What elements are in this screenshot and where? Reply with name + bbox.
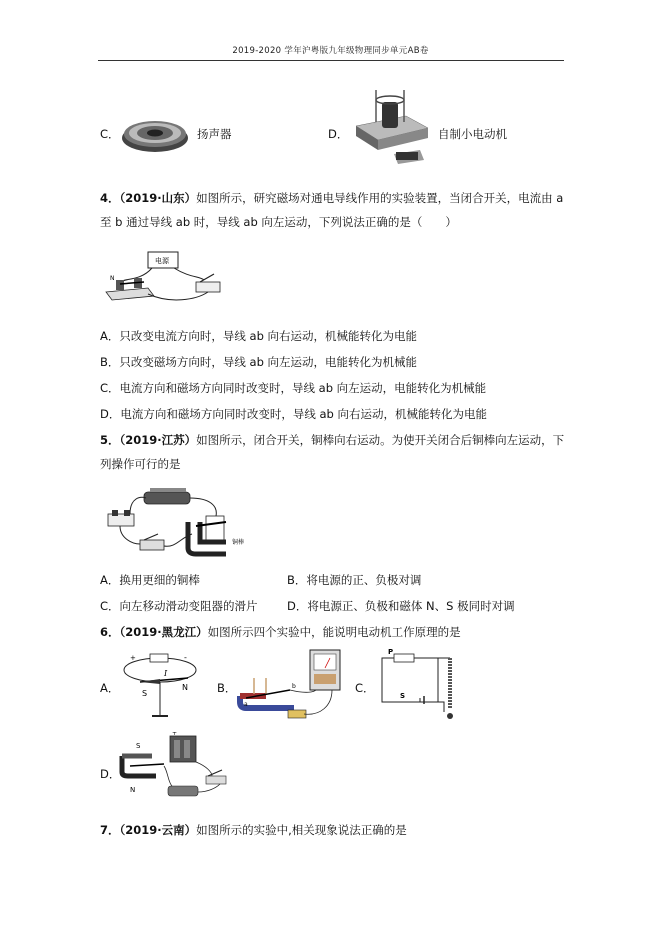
q5-number: 5． (100, 433, 120, 447)
q5-source: （2019·江苏） (119, 433, 197, 447)
q4-option-b: B．只改变磁场方向时，导线 ab 向左运动，电能转化为机械能 (100, 355, 418, 369)
q4-stem-1: 如图所示，研究磁场对通电导线作用的实验装置，当闭合开关，电流由 a (196, 191, 564, 205)
q6b-label-b: b (292, 683, 296, 690)
q5-option-c: C．向左移动滑动变阻器的滑片 (100, 599, 258, 613)
homemade-motor-image (346, 86, 436, 172)
q7-number: 7． (100, 823, 120, 837)
q6-stem: 如图所示四个实验中，能说明电动机工作原理的是 (207, 625, 461, 639)
q4-option-c: C．电流方向和磁场方向同时改变时，导线 ab 向左运动，电能转化为机械能 (100, 381, 487, 395)
q4-fig-label-power: 电源 (155, 257, 169, 265)
q7-line1 (100, 822, 407, 838)
q3-option-c-text: 扬声器 (197, 127, 232, 141)
q6c-label-p: P (388, 648, 394, 656)
q6d-label-s: S (136, 742, 141, 750)
q6a-label-n: N (182, 683, 188, 692)
q5-option-d: D．将电源正、负极和磁体 N、S 极同时对调 (287, 599, 515, 613)
q5-stem-1: 如图所示，闭合开关，铜棒向右运动。为使开关闭合后铜棒向左运动，下 (196, 433, 565, 447)
q6-figure-a (120, 646, 206, 722)
q5-stem-2: 列操作可行的是 (100, 457, 181, 471)
q5-option-a: A．换用更细的铜棒 (100, 573, 200, 587)
q4-number: 4． (100, 191, 120, 205)
q6-figure-b (236, 646, 348, 722)
q5-fig-label-rod: 铜棒 (232, 539, 245, 546)
q3-option-d-text: 自制小电动机 (438, 127, 507, 141)
svg-text:-: - (184, 653, 187, 662)
header-rule (98, 60, 564, 61)
q4-line1 (100, 190, 563, 206)
q6-option-a-label: A． (100, 681, 120, 695)
page-header: 2019-2020 学年沪粤版九年级物理同步单元AB卷 (232, 46, 429, 56)
q6-line1 (100, 624, 461, 640)
q4-option-d: D．电流方向和磁场方向同时改变时，导线 ab 向右运动，机械能转化为电能 (100, 407, 488, 421)
q5-option-b: B．将电源的正、负极对调 (287, 573, 422, 587)
q6-figure-c (374, 642, 474, 722)
q6a-label-i: I (164, 669, 168, 678)
q6b-label-a: a (244, 701, 248, 708)
q4-figure (100, 248, 240, 308)
q4-stem-2: 至 b 通过导线 ab 时，导线 ab 向左运动，下列说法正确的是（ ） (100, 215, 457, 229)
q3-option-c-label: C． (100, 127, 120, 141)
q3-option-d-label: D． (328, 127, 349, 141)
svg-text:+: + (130, 654, 136, 662)
q5-line1 (100, 432, 564, 448)
q6-figure-d (116, 732, 228, 804)
q6-option-b-label: B． (217, 681, 237, 695)
q7-stem: 如图所示的实验中,相关现象说法正确的是 (196, 823, 407, 837)
q4-source: （2019·山东） (119, 191, 197, 205)
svg-text:+: + (172, 732, 178, 737)
q6-number: 6． (100, 625, 120, 639)
q6c-label-s: S (400, 692, 406, 700)
q6a-label-s: S (142, 689, 148, 698)
q4-option-a: A．只改变电流方向时，导线 ab 向右运动，机械能转化为电能 (100, 329, 418, 343)
q4-fig-label-n: N (110, 275, 115, 282)
loudspeaker-image (120, 112, 190, 154)
q6-option-d-label: D． (100, 767, 121, 781)
q7-source: （2019·云南） (119, 823, 197, 837)
q6-source: （2019·黑龙江） (119, 625, 208, 639)
q6-option-c-label: C． (355, 681, 375, 695)
q5-figure (100, 486, 280, 558)
q6d-label-n: N (130, 786, 136, 794)
